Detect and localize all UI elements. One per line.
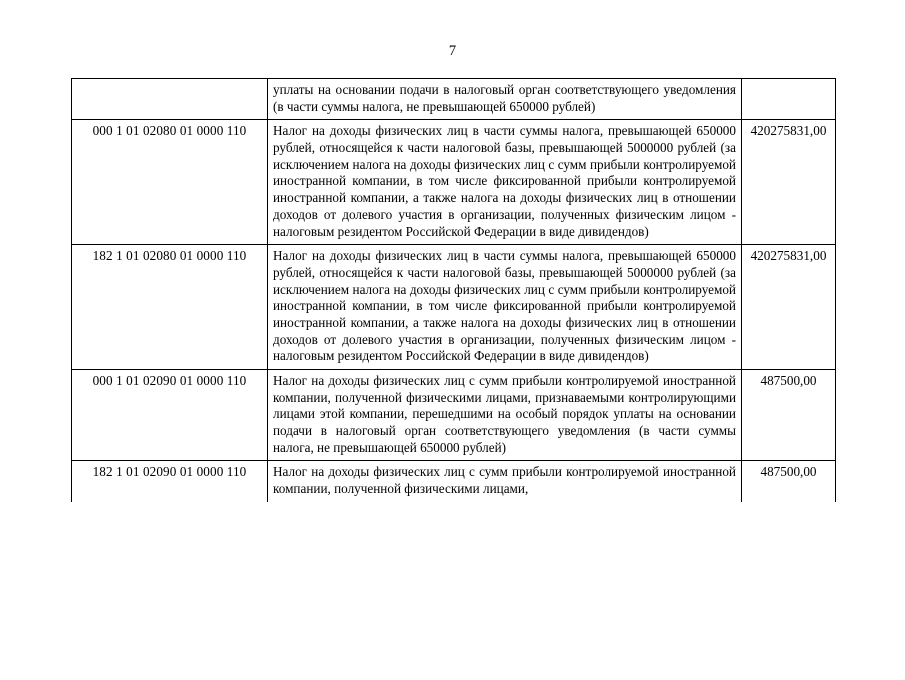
cell-code: 182 1 01 02080 01 0000 110 xyxy=(72,245,268,370)
cell-code: 182 1 01 02090 01 0000 110 xyxy=(72,461,268,502)
cell-sum xyxy=(742,79,836,120)
budget-classification-table xyxy=(71,78,836,502)
cell-name: Налог на доходы физических лиц в части суммы налога, превышающей 650000 рублей, относящейся к части налоговой базы, превышающей 5000000 рублей (за исключением налога на доходы физических лиц с сумм прибыли контролируемой иностранной компании, в том числе фиксированной прибыли контролируемой иностранной компании, а также налога на доходы физических лиц в отношении доходов от долевого участия в организации, полученных физическим лицом - налоговым резидентом Российской Федерации в виде дивидендов) xyxy=(268,245,742,370)
table-body xyxy=(72,79,836,502)
table-row xyxy=(72,120,836,245)
cell-code: 000 1 01 02080 01 0000 110 xyxy=(72,120,268,245)
cell-code: 000 1 01 02090 01 0000 110 xyxy=(72,370,268,461)
page-bottom-clip xyxy=(0,640,905,680)
cell-code xyxy=(72,79,268,120)
cell-name: Налог на доходы физических лиц с сумм прибыли контролируемой иностранной компании, полученной физическими лицами, признаваемыми контролирующими лицами этой компании, перешедшими на особый порядок уплаты на основании подачи в налоговый орган соответствующего уведомления (в части суммы налога, не превышающей 650000 рублей) xyxy=(268,370,742,461)
table-row xyxy=(72,370,836,461)
table-row xyxy=(72,245,836,370)
page-number: 7 xyxy=(448,43,457,59)
cell-name: Налог на доходы физических лиц с сумм прибыли контролируемой иностранной компании, полученной физическими лицами, xyxy=(268,461,742,502)
cell-sum: 420275831,00 xyxy=(742,120,836,245)
cell-sum: 487500,00 xyxy=(742,370,836,461)
table-row xyxy=(72,461,836,502)
table-row xyxy=(72,79,836,120)
cell-name: Налог на доходы физических лиц в части суммы налога, превышающей 650000 рублей, относящейся к части налоговой базы, превышающей 5000000 рублей (за исключением налога на доходы физических лиц с сумм прибыли контролируемой иностранной компании, в том числе фиксированной прибыли контролируемой иностранной компании, а также налога на доходы физических лиц в отношении доходов от долевого участия в организации, полученных физическим лицом - налоговым резидентом Российской Федерации в виде дивидендов) xyxy=(268,120,742,245)
cell-sum: 487500,00 xyxy=(742,461,836,502)
cell-sum: 420275831,00 xyxy=(742,245,836,370)
cell-name: уплаты на основании подачи в налоговый орган соответствующего уведомления (в части суммы налога, не превышающей 650000 рублей) xyxy=(268,79,742,120)
